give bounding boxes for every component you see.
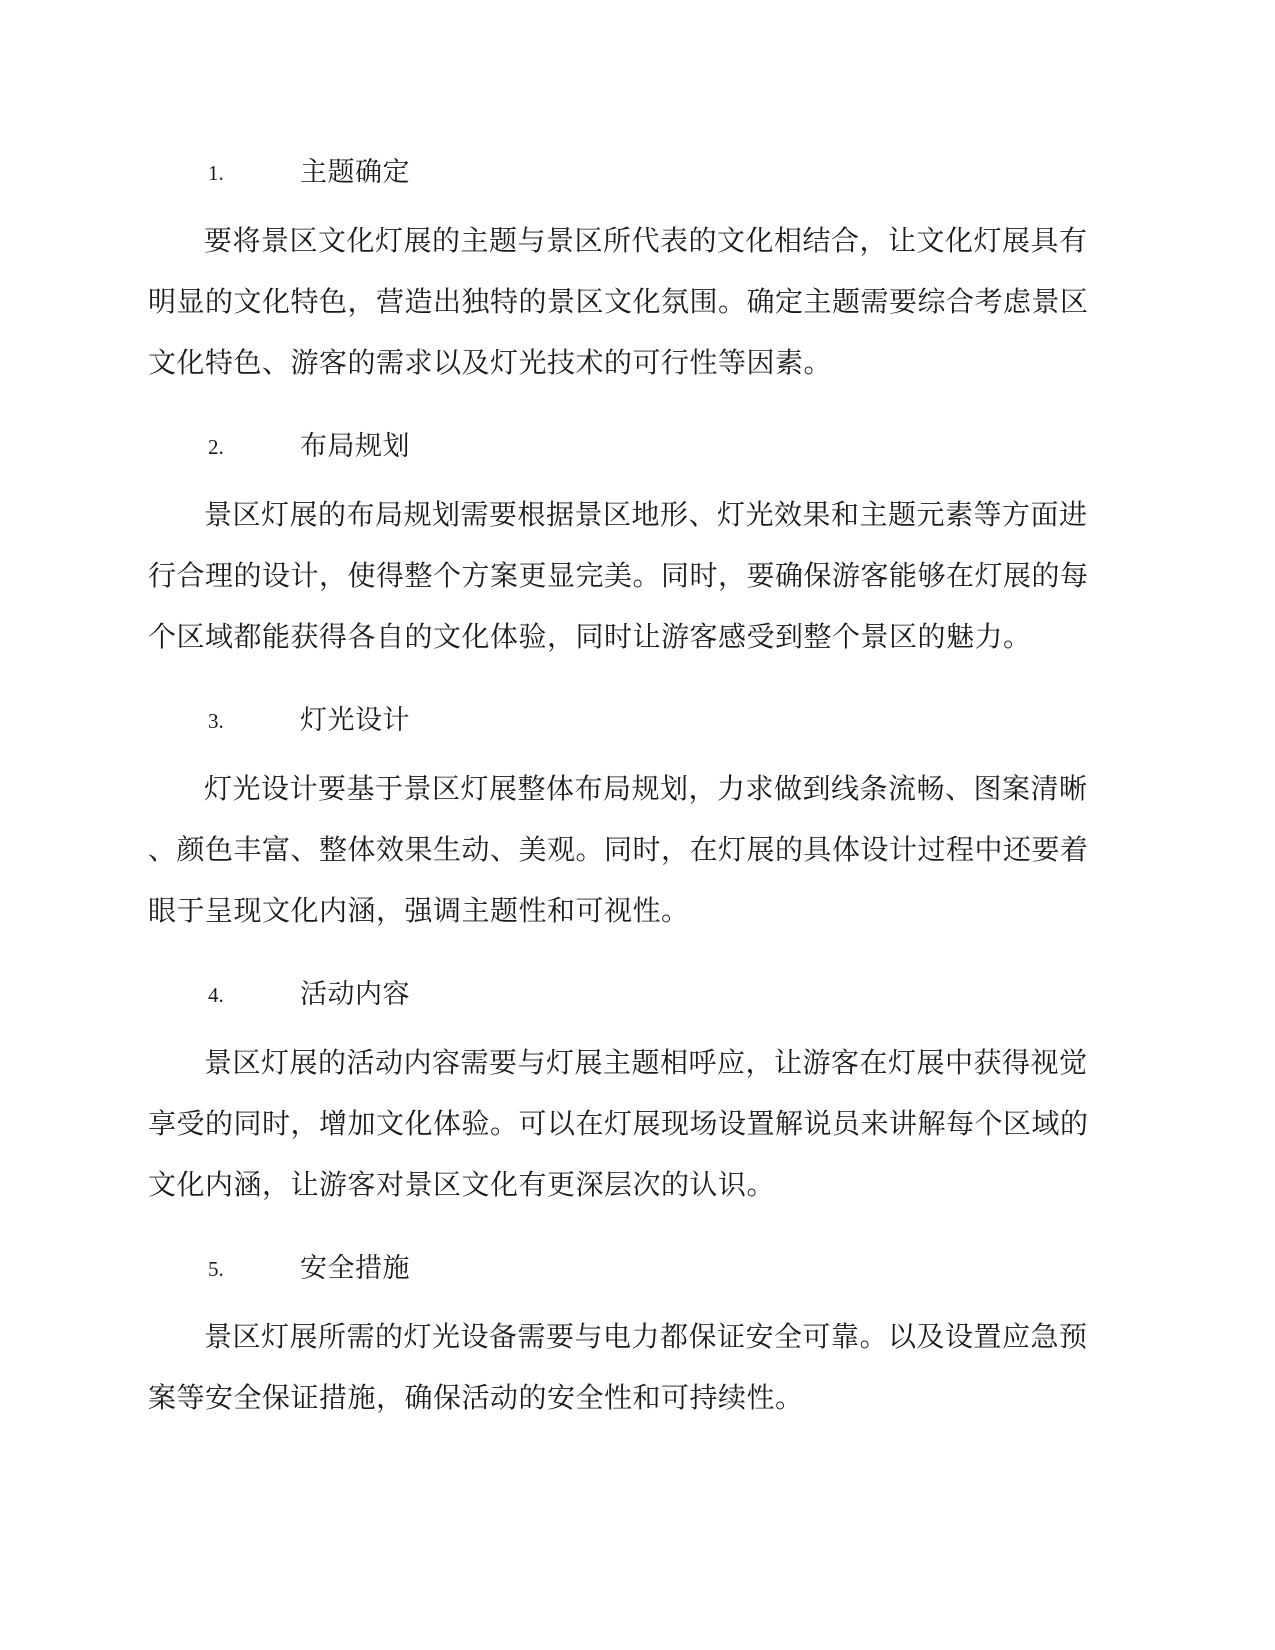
paragraph-line: 景区灯展的活动内容需要与灯展主题相呼应，让游客在灯展中获得视觉 xyxy=(204,1046,1088,1079)
paragraph-line: 文化特色、游客的需求以及灯光技术的可行性等因素。 xyxy=(148,346,833,379)
paragraph-line: 景区灯展所需的灯光设备需要与电力都保证安全可靠。以及设置应急预 xyxy=(204,1320,1088,1353)
paragraph-line: 享受的同时，增加文化体验。可以在灯展现场设置解说员来讲解每个区域的 xyxy=(148,1107,1089,1140)
section-heading xyxy=(0,975,1275,1015)
section-heading xyxy=(0,701,1275,741)
section-title: 安全措施 xyxy=(300,1253,410,1284)
section-heading xyxy=(0,1249,1275,1289)
paragraph-line: 要将景区文化灯展的主题与景区所代表的文化相结合，让文化灯展具有 xyxy=(204,224,1088,257)
paragraph-line: 行合理的设计，使得整个方案更显完美。同时，要确保游客能够在灯展的每 xyxy=(148,559,1089,592)
paragraph-line: 灯光设计要基于景区灯展整体布局规划，力求做到线条流畅、图案清晰 xyxy=(204,772,1088,805)
paragraph-line: 文化内涵，让游客对景区文化有更深层次的认识。 xyxy=(148,1168,776,1201)
section-number: 1. xyxy=(208,161,224,185)
section-number: 3. xyxy=(208,709,224,733)
section-heading xyxy=(0,153,1275,193)
section-number: 5. xyxy=(208,1257,224,1281)
section-number: 4. xyxy=(208,983,224,1007)
section-title: 布局规划 xyxy=(300,431,410,462)
paragraph-line: 个区域都能获得各自的文化体验，同时让游客感受到整个景区的魅力。 xyxy=(148,620,1032,653)
paragraph-line: 眼于呈现文化内涵，强调主题性和可视性。 xyxy=(148,894,690,927)
paragraph-line: 明显的文化特色，营造出独特的景区文化氛围。确定主题需要综合考虑景区 xyxy=(148,285,1089,318)
paragraph-line: 案等安全保证措施，确保活动的安全性和可持续性。 xyxy=(148,1381,804,1414)
section-title: 主题确定 xyxy=(300,157,410,188)
section-heading xyxy=(0,427,1275,467)
section-title: 灯光设计 xyxy=(300,705,410,736)
paragraph-line: 、颜色丰富、整体效果生动、美观。同时，在灯展的具体设计过程中还要着 xyxy=(148,833,1089,866)
section-title: 活动内容 xyxy=(300,979,410,1010)
section-number: 2. xyxy=(208,435,224,459)
paragraph-line: 景区灯展的布局规划需要根据景区地形、灯光效果和主题元素等方面进 xyxy=(204,498,1088,531)
